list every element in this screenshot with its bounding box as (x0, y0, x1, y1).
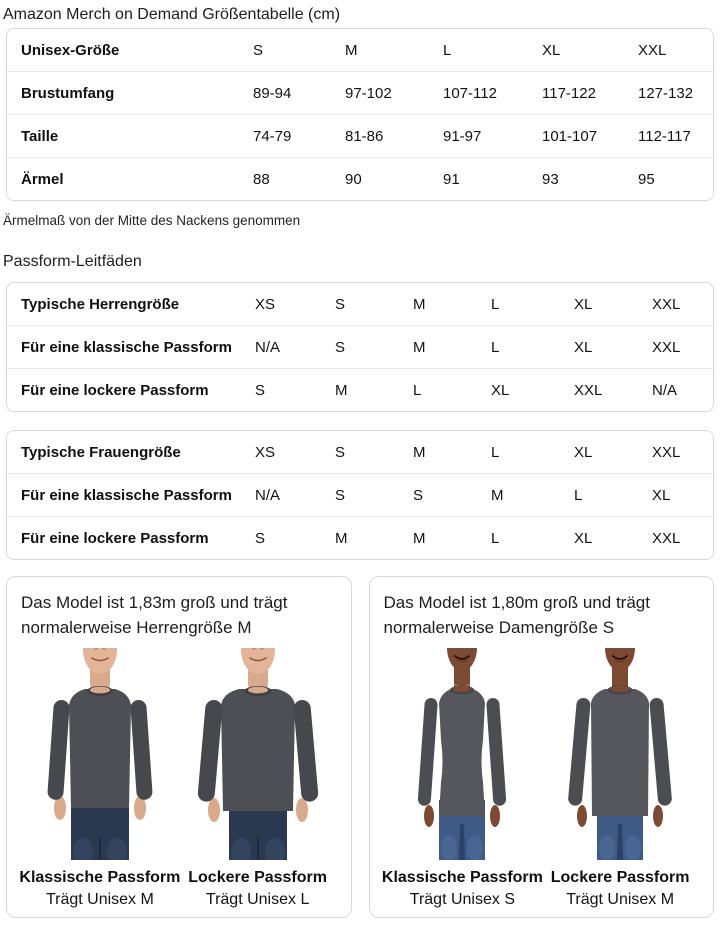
model-photos (21, 648, 337, 909)
size-cell: L (491, 338, 500, 356)
size-cell: XL (574, 338, 593, 356)
row-label: Unisex-Größe (21, 41, 120, 59)
table-row (7, 516, 713, 559)
sleeve-measurement-note: Ärmelmaß von der Mitte des Nackens genommen (3, 213, 301, 228)
size-cell: L (413, 381, 422, 399)
row-label: Für eine lockere Passform (21, 529, 209, 547)
measurement-cell: 81-86 (345, 127, 384, 145)
model-photo-column (381, 648, 543, 909)
model-photo-column (179, 648, 337, 909)
size-cell: XL (652, 486, 671, 504)
table-row (7, 473, 713, 516)
model-photo-column (21, 648, 179, 909)
model-card-heading: Das Model ist 1,80m groß und trägt normalerweise Damengröße S (383, 593, 650, 637)
model-photo-women-loose-fit (545, 648, 695, 860)
size-cell: L (491, 443, 500, 461)
size-col-header: S (253, 41, 264, 59)
measurement-cell: 90 (345, 170, 362, 188)
measurement-cell: 112-117 (638, 127, 691, 145)
size-col-header: XXL (638, 41, 667, 59)
table-row (7, 71, 713, 114)
size-cell: N/A (255, 338, 281, 356)
size-cell: M (413, 295, 426, 313)
size-cell: N/A (652, 381, 678, 399)
size-cell: M (413, 338, 426, 356)
size-cell: S (335, 338, 346, 356)
wears-size-label: Trägt Unisex M (566, 891, 675, 908)
size-cell: S (255, 381, 266, 399)
measurement-cell: 95 (638, 170, 655, 188)
size-col-header: L (443, 41, 452, 59)
size-cell: XL (491, 381, 510, 399)
row-label: Für eine lockere Passform (21, 381, 209, 399)
row-label: Für eine klassische Passform (21, 486, 232, 504)
size-cell: XXL (574, 381, 603, 399)
size-col-header: M (345, 41, 358, 59)
wears-size-label: Trägt Unisex M (45, 891, 154, 908)
model-photo-women-classic-fit (387, 648, 537, 860)
size-cell: XXL (652, 443, 681, 461)
size-cell: S (255, 529, 266, 547)
model-cards-row (6, 576, 714, 918)
size-cell: M (413, 443, 426, 461)
size-cell: XL (574, 529, 593, 547)
size-cell: L (574, 486, 583, 504)
table-row (7, 114, 713, 157)
model-card-heading: Das Model ist 1,83m groß und trägt normalerweise Herrengröße M (21, 593, 288, 637)
measurement-cell: 117-122 (542, 84, 596, 102)
wears-size-label: Trägt Unisex S (409, 891, 515, 908)
table-row (7, 325, 713, 368)
men-fit-guide-table (6, 282, 714, 412)
measurement-cell: 89-94 (253, 84, 292, 102)
page-title: Amazon Merch on Demand Größentabelle (cm) (3, 6, 341, 23)
size-col-header: XL (542, 41, 561, 59)
measurement-cell: 101-107 (542, 127, 598, 145)
size-cell: XXL (652, 338, 681, 356)
size-cell: XS (255, 443, 276, 461)
measurement-cell: 107-112 (443, 84, 497, 102)
row-label: Für eine klassische Passform (21, 338, 232, 356)
unisex-size-table (6, 28, 714, 201)
size-cell: XL (574, 443, 593, 461)
table-header-row (7, 29, 713, 71)
fit-label: Lockere Passform (188, 869, 327, 886)
measurement-cell: 97-102 (345, 84, 392, 102)
table-row (7, 157, 713, 200)
size-cell: S (413, 486, 424, 504)
measurement-cell: 74-79 (253, 127, 292, 145)
wears-size-label: Trägt Unisex L (205, 891, 310, 908)
size-cell: S (335, 295, 346, 313)
model-photo-men-classic-fit (25, 648, 175, 860)
size-cell: XXL (652, 295, 681, 313)
table-row (7, 368, 713, 411)
size-cell: M (335, 529, 348, 547)
size-cell: L (491, 295, 500, 313)
size-cell: L (491, 529, 500, 547)
size-cell: M (335, 381, 348, 399)
fit-guides-heading: Passform-Leitfäden (3, 253, 142, 270)
size-cell: S (335, 443, 346, 461)
measurement-cell: 91 (443, 170, 460, 188)
row-label: Typische Frauengröße (21, 443, 181, 461)
row-label: Brustumfang (21, 84, 115, 102)
measurement-cell: 91-97 (443, 127, 482, 145)
row-label: Typische Herrengröße (21, 295, 180, 313)
measurement-cell: 93 (542, 170, 559, 188)
measurement-cell: 127-132 (638, 84, 694, 102)
women-fit-guide-table (6, 430, 714, 560)
size-cell: XL (574, 295, 593, 313)
table-row (7, 431, 713, 473)
size-chart-page (0, 6, 720, 918)
size-cell: S (335, 486, 346, 504)
model-card-women (369, 576, 715, 918)
row-label: Taille (21, 127, 59, 145)
size-cell: XS (255, 295, 276, 313)
model-photos (381, 648, 700, 909)
row-label: Ärmel (21, 170, 64, 188)
model-card-men (6, 576, 352, 918)
size-cell: XXL (652, 529, 681, 547)
size-cell: N/A (255, 486, 281, 504)
fit-label: Klassische Passform (381, 869, 543, 886)
model-photo-men-loose-fit (183, 648, 333, 860)
fit-label: Klassische Passform (19, 869, 181, 886)
table-row (7, 283, 713, 325)
size-cell: M (413, 529, 426, 547)
size-cell: M (491, 486, 504, 504)
model-photo-column (541, 648, 699, 909)
measurement-cell: 88 (253, 170, 270, 188)
fit-label: Lockere Passform (550, 869, 690, 886)
